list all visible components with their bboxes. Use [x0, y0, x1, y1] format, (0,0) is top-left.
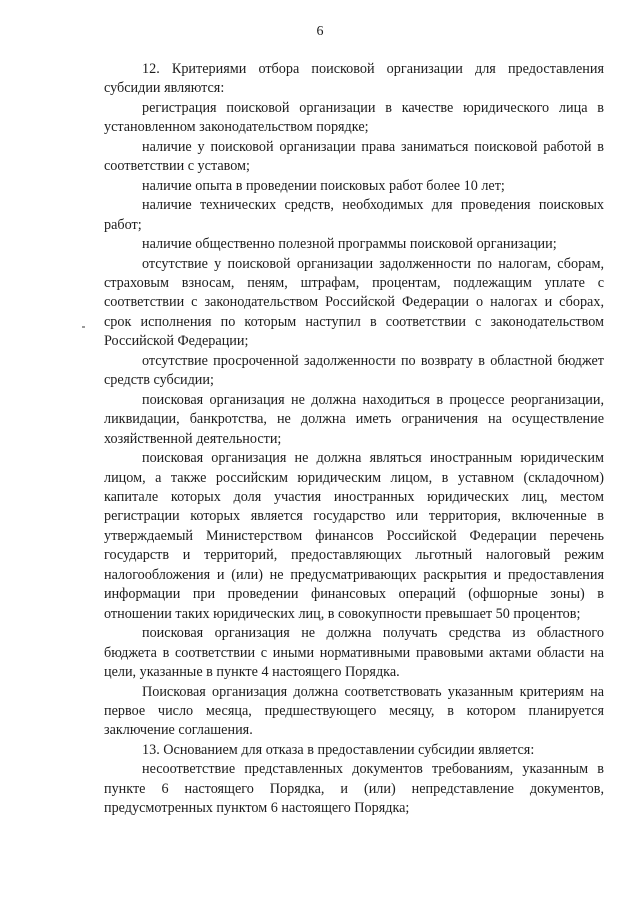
document-body — [104, 60, 604, 819]
paragraph-refusal-heading: 13. Основанием для отказа в предоставлении субсидии является: — [142, 741, 535, 758]
paragraph-no-tax-debt: отсутствие у поисковой организации задолженности по налогам, сборам, страховым взносам, пеням, штрафам, процентам, подлежащим уплате с соответствии с законодательством Российской Федерации о налогах и сборах, срок исполнения по которым наступил в соответствии с законодательством Российской Федерации; — [104, 255, 604, 350]
paragraph-technical-means: наличие технических средств, необходимых для проведения поисковых работ; — [104, 197, 604, 233]
margin-mark — [82, 326, 85, 328]
paragraph-program: наличие общественно полезной программы поисковой организации; — [142, 236, 557, 253]
paragraph-criteria-heading: 12. Критериями отбора поисковой организации для предоставления субсидии являются: — [104, 61, 604, 97]
paragraph-no-overdue-debt: отсутствие просроченной задолженности по возврату в областной бюджет средств субсидии; — [104, 352, 604, 389]
paragraph-no-other-funds: поисковая организация не должна получать средства из областного бюджета в соответствии с иными нормативными правовыми актами области на цели, указанные в пункте 4 настоящего Порядка. — [104, 625, 604, 681]
paragraph-no-reorganization: поисковая организация не должна находиться в процессе реорганизации, ликвидации, банкротства, не должна иметь ограничения на осуществление хозяйственной деятельности; — [104, 391, 604, 447]
paragraph-experience: наличие опыта в проведении поисковых работ более 10 лет; — [142, 177, 505, 194]
page-number: 6 — [316, 24, 324, 39]
paragraph-registration: регистрация поисковой организации в качестве юридического лица в установленном законодательством порядке; — [104, 99, 604, 136]
paragraph-documents-mismatch: несоответствие представленных документов требованиям, указанным в пункте 6 настоящего Порядка, и (или) непредставление документов, предусмотренных пунктом 6 настоящего Порядка; — [104, 761, 604, 817]
paragraph-search-rights: наличие у поисковой организации права заниматься поисковой работой в соответствии с уставом; — [104, 138, 604, 175]
paragraph-not-foreign-entity: поисковая организация не должна являться иностранным юридическим лицом, а также российским юридическим лицом, в уставном (складочном) капитале которых доля участия иностранных юридических лиц, местом регистрации которых является государство или территория, включенные в утверждаемый Министерством финансов Российской Федерации перечень государств и территорий, предоставляющих льготный налоговый режим налогообложения и (или) не предусматривающих раскрытия и предоставления информации при проведении финансовых операций (офшорные зоны) в отношении таких юридических лиц, в совокупности превышает 50 процентов; — [104, 450, 604, 622]
paragraph-compliance-date: Поисковая организация должна соответствовать указанным критериям на первое число месяца, предшествующего месяцу, в котором планируется заключение соглашения. — [104, 683, 604, 739]
